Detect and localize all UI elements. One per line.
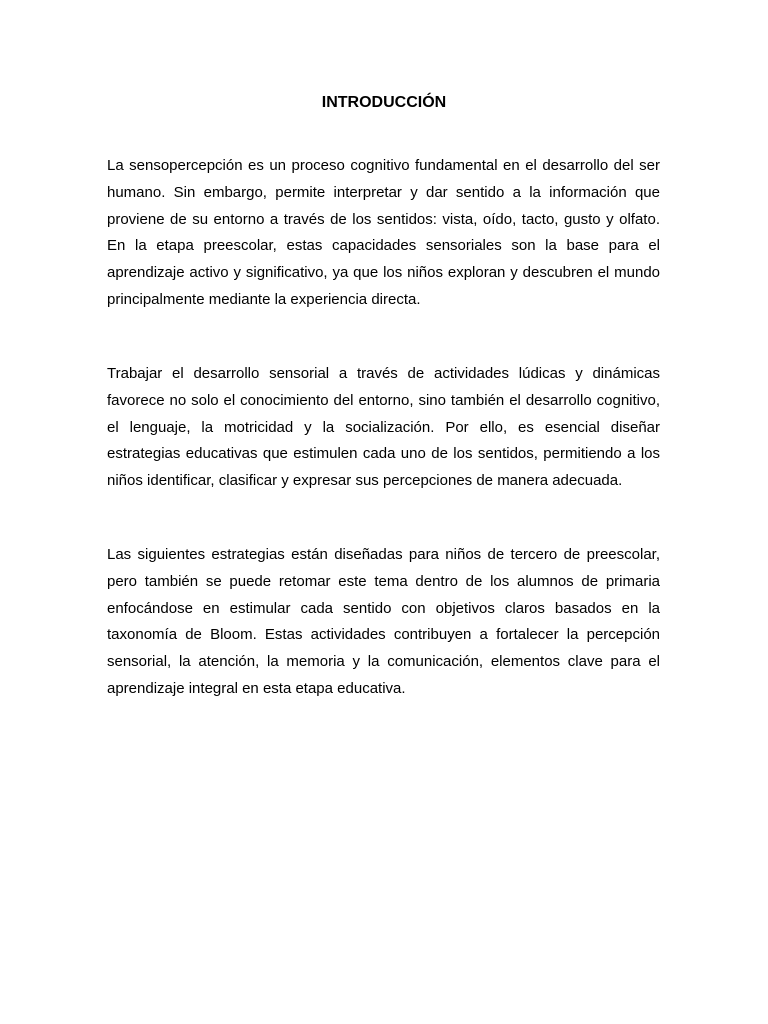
paragraph-2: Trabajar el desarrollo sensorial a través de actividades lúdicas y dinámicas favorece no solo el conocimiento del entorno, sino también el desarrollo cognitivo, el lenguaje, la motricidad y la socialización. Por ello, es esencial diseñar estrategias educativas que estimulen cada uno de los sentidos, permitiendo a los niños identificar, clasificar y expresar sus percepciones de manera adecuada.	[107, 365, 660, 490]
paragraph-1: La sensopercepción es un proceso cognitivo fundamental en el desarrollo del ser humano. Sin embargo, permite interpretar y dar sentido a la información que proviene de su entorno a través de los sentidos: vista, oído, tacto, gusto y olfato. En la etapa preescolar, estas capacidades sensoriales son la base para el aprendizaje activo y significativo, ya que los niños exploran y descubren el mundo principalmente mediante la experiencia directa.	[107, 157, 660, 308]
paragraph-3: Las siguientes estrategias están diseñadas para niños de tercero de preescolar, pero también se puede retomar este tema dentro de los alumnos de primaria enfocándose en estimular cada sentido con objetivos claros basados en la taxonomía de Bloom. Estas actividades contribuyen a fortalecer la percepción sensorial, la atención, la memoria y la comunicación, elementos clave para el aprendizaje integral en esta etapa educativa.	[107, 546, 660, 697]
page-title: INTRODUCCIÓN	[321, 94, 447, 111]
